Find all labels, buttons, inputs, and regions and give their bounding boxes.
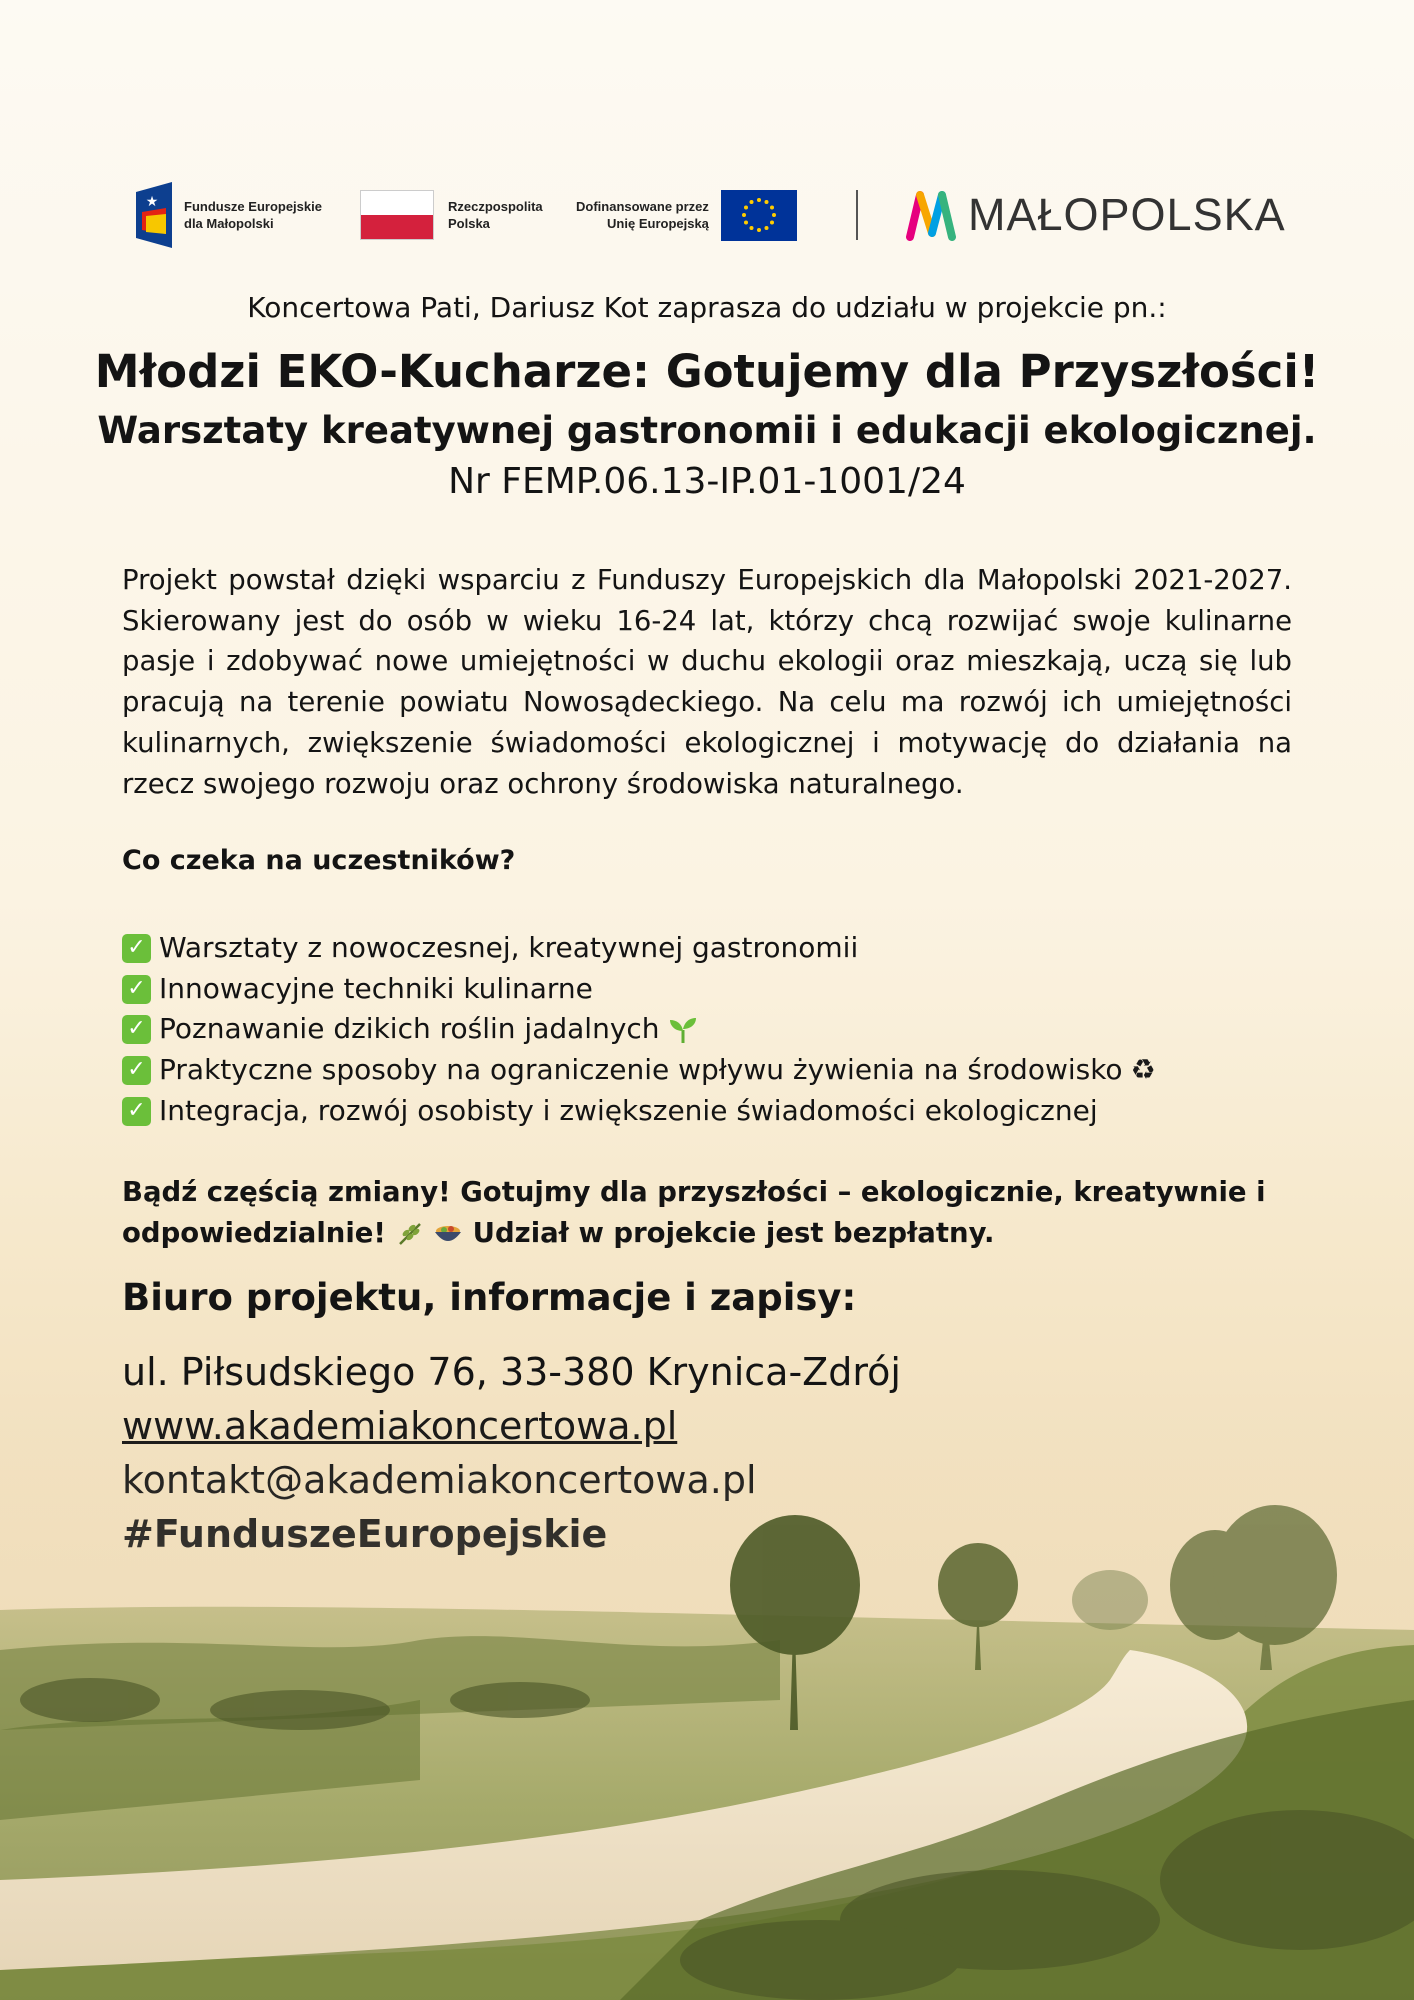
eu-logo-line1: Dofinansowane przez xyxy=(576,199,709,214)
page-title: Młodzi EKO-Kucharze: Gotujemy dla Przyszłości! xyxy=(94,345,1320,398)
seedling-icon xyxy=(668,1016,698,1044)
funds-logo-line1: Fundusze Europejskie xyxy=(184,199,322,214)
list-item xyxy=(122,1050,1156,1091)
check-mark-icon: ✓ xyxy=(122,1097,151,1126)
list-item xyxy=(122,969,1156,1010)
poland-logo-line1: Rzeczpospolita xyxy=(448,199,543,214)
invitation-line: Koncertowa Pati, Dariusz Kot zaprasza do udziału w projekcie pn.: xyxy=(247,291,1167,324)
malopolska-logo-text: MAŁOPOLSKA xyxy=(968,189,1286,240)
offer-list xyxy=(122,928,1156,1132)
funds-logo xyxy=(136,180,322,250)
logo-bar xyxy=(136,180,1286,250)
cta-free-participation: Udział w projekcie jest bezpłatny. xyxy=(472,1217,995,1249)
project-number: Nr FEMP.06.13-IP.01-1001/24 xyxy=(448,461,966,502)
eu-logo xyxy=(576,180,797,250)
poland-logo-line2: Polska xyxy=(448,216,490,231)
list-item xyxy=(122,1009,1156,1050)
cta-text: Bądź częścią zmiany! Gotujmy dla przyszłości – ekologicznie, kreatywnie i odpowiedzialnie! xyxy=(122,1176,1266,1249)
call-to-action xyxy=(122,1172,1302,1254)
contact-heading: Biuro projektu, informacje i zapisy: xyxy=(122,1276,857,1319)
offer-heading: Co czeka na uczestników? xyxy=(122,845,516,876)
svg-text:★: ★ xyxy=(145,194,159,210)
poland-flag-icon xyxy=(360,190,434,240)
funds-emblem-icon xyxy=(136,182,172,248)
food-bowl-icon xyxy=(433,1220,463,1246)
check-mark-icon: ✓ xyxy=(122,1056,151,1085)
list-item xyxy=(122,928,1156,969)
check-mark-icon: ✓ xyxy=(122,934,151,963)
funds-logo-line2: dla Małopolski xyxy=(184,216,274,231)
list-item-text: Innowacyjne techniki kulinarne xyxy=(159,971,593,1005)
herb-icon xyxy=(396,1220,424,1246)
landscape-illustration xyxy=(0,1400,1414,2000)
recycling-icon: ♻ xyxy=(1130,1053,1156,1087)
project-description: Projekt powstał dzięki wsparciu z Funduszy Europejskich dla Małopolski 2021-2027. Skierowany jest do osób w wieku 16-24 lat, którzy chcą rozwijać swoje kulinarne pasje i zdobywać nowe umiejętności w duchu ekologii oraz mieszkają, uczą się lub pracują na terenie powiatu Nowosądeckiego. Na celu ma rozwój ich umiejętności kulinarnych, zwiększenie świadomości ekologicznej i motywację do działania na rzecz swojego rozwoju oraz ochrony środowiska naturalnego. xyxy=(122,564,1292,800)
list-item-text: Praktyczne sposoby na ograniczenie wpływu żywienia na środowisko xyxy=(159,1053,1123,1087)
malopolska-emblem-icon xyxy=(906,189,956,241)
check-mark-icon: ✓ xyxy=(122,1015,151,1044)
eu-logo-line2: Unię Europejską xyxy=(607,216,709,231)
list-item-text: Poznawanie dzikich roślin jadalnych xyxy=(159,1012,660,1046)
eu-flag-icon xyxy=(721,190,797,241)
logo-separator xyxy=(856,190,858,240)
check-mark-icon: ✓ xyxy=(122,975,151,1004)
contact-address: ul. Piłsudskiego 76, 33-380 Krynica-Zdrój xyxy=(122,1350,901,1394)
list-item-text: Warsztaty z nowoczesnej, kreatywnej gastronomii xyxy=(159,931,859,964)
poland-logo xyxy=(360,180,543,250)
malopolska-logo xyxy=(906,180,1286,250)
list-item xyxy=(122,1091,1156,1132)
list-item-text: Integracja, rozwój osobisty i zwiększenie świadomości ekologicznej xyxy=(159,1093,1098,1127)
page-subtitle: Warsztaty kreatywnej gastronomii i edukacji ekologicznej. xyxy=(97,409,1317,452)
